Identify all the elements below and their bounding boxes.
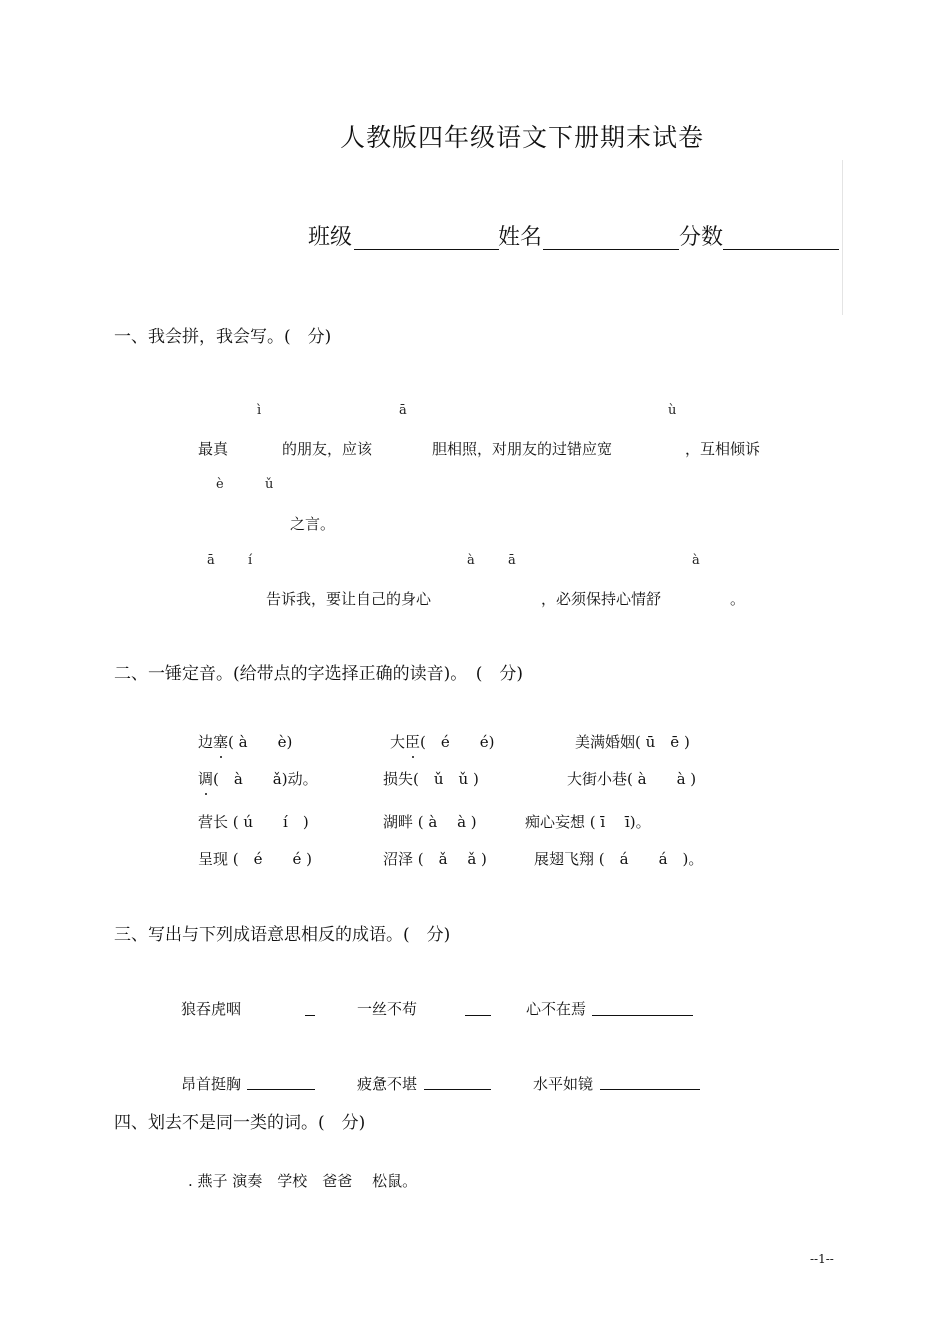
name-field[interactable]: [543, 249, 679, 250]
reading-item: 大街小巷( à à ): [567, 770, 697, 788]
idiom: 昂首挺胸: [181, 1075, 242, 1093]
reading-item: 呈现 ( é é ): [198, 850, 312, 868]
sentence-fragment: 最真: [198, 440, 229, 458]
answer-blank[interactable]: [247, 1089, 315, 1090]
class-label: 班级: [308, 225, 353, 250]
pinyin-hint: ā: [508, 553, 516, 568]
dotted-char: 调: [198, 770, 214, 788]
idiom: 水平如镜: [533, 1075, 594, 1093]
reading-item: 边塞( à è): [198, 733, 293, 751]
sentence-fragment: 告诉我，要让自己的身心: [266, 590, 432, 608]
class-field[interactable]: [354, 249, 499, 250]
pinyin-hint: ǔ: [265, 477, 274, 492]
idiom: 一丝不苟: [357, 1000, 418, 1018]
reading-item: 调( à ǎ)动。: [198, 770, 318, 788]
sentence-fragment: 胆相照，对朋友的过错应宽: [432, 440, 613, 458]
reading-item: 美满婚姻( ū ē ): [575, 733, 690, 751]
idiom: 狼吞虎咽: [181, 1000, 242, 1018]
pinyin-hint: à: [467, 553, 475, 568]
dotted-char: 臣: [405, 733, 421, 751]
idiom: 疲惫不堪: [357, 1075, 418, 1093]
sentence-fragment: 的朋友，应该: [282, 440, 373, 458]
pinyin-hint: ì: [257, 403, 262, 418]
sentence-fragment: 。: [730, 590, 746, 608]
score-field[interactable]: [723, 249, 839, 250]
reading-item: 大臣( é é): [390, 733, 495, 751]
reading-item: 营长 ( ú í ): [198, 813, 309, 831]
pinyin-hint: ù: [668, 403, 677, 418]
margin-rule: [842, 160, 843, 315]
sentence-fragment: ，必须保持心情舒: [541, 590, 662, 608]
answer-blank[interactable]: [600, 1089, 700, 1090]
word-list: . 燕子 演奏 学校 爸爸 松鼠。: [188, 1172, 418, 1190]
idiom: 心不在焉: [526, 1000, 587, 1018]
sentence-fragment: ，互相倾诉: [685, 440, 761, 458]
section-1-heading: 一、我会拼，我会写。( 分): [114, 327, 332, 347]
section-4-heading: 四、划去不是同一类的词。( 分): [114, 1113, 366, 1133]
reading-item: 湖畔 ( à à ): [383, 813, 477, 831]
answer-blank[interactable]: [592, 1015, 693, 1016]
dotted-char: 塞: [213, 733, 229, 751]
answer-blank[interactable]: [424, 1089, 491, 1090]
reading-item: 沼泽 ( ǎ ǎ ): [383, 850, 487, 868]
answer-blank[interactable]: [305, 1015, 315, 1016]
reading-item: 损失( ǔ ǔ ): [383, 770, 479, 788]
page-title: 人教版四年级语文下册期末试卷: [340, 123, 705, 152]
pinyin-hint: ā: [399, 403, 407, 418]
reading-item: 展翅飞翔 ( á á )。: [534, 850, 704, 868]
page-number: --1--: [810, 1252, 834, 1266]
pinyin-hint: à: [692, 553, 700, 568]
name-label: 姓名: [498, 225, 543, 250]
answer-blank[interactable]: [465, 1015, 491, 1016]
section-3-heading: 三、写出与下列成语意思相反的成语。( 分): [114, 925, 451, 945]
pinyin-hint: è: [216, 477, 224, 492]
sentence-fragment: 之言。: [290, 515, 336, 533]
pinyin-hint: í: [248, 553, 253, 568]
reading-item: 痴心妄想 ( ī ī)。: [525, 813, 651, 831]
score-label: 分数: [679, 225, 724, 250]
pinyin-hint: ā: [207, 553, 215, 568]
section-2-heading: 二、一锤定音。(给带点的字选择正确的读音)。 ( 分): [114, 664, 524, 684]
